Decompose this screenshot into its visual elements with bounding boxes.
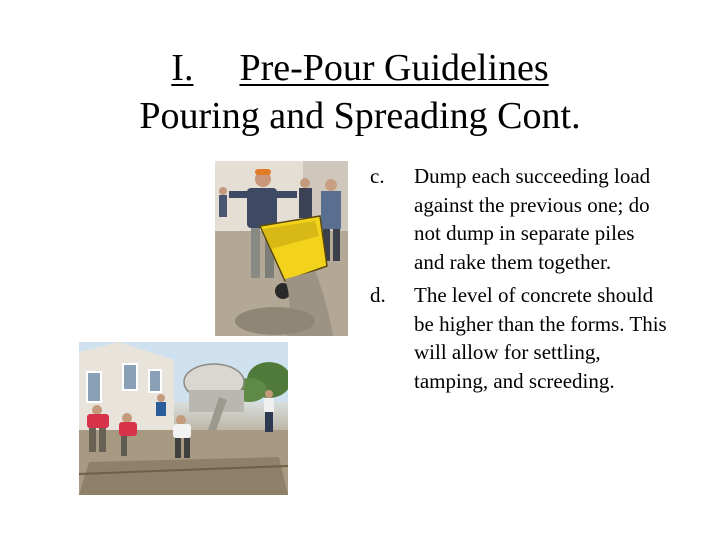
title-line-1: [0, 44, 720, 92]
slide-title: [0, 44, 720, 140]
wheelbarrow-photo: [215, 161, 348, 336]
title-line-2: Pouring and Spreading Cont.: [139, 95, 581, 137]
list-item: [370, 281, 670, 395]
wheelbarrow-illustration: [215, 161, 348, 336]
guideline-list: [370, 162, 670, 400]
list-item-text: Dump each succeeding load against the previous one; do not dump in separate piles and rake them together.: [414, 164, 651, 274]
concrete-crew-photo: [79, 342, 288, 495]
title-numeral: I.: [171, 47, 194, 89]
list-marker: d.: [370, 283, 386, 307]
title-heading: Pre-Pour Guidelines: [239, 47, 549, 89]
list-item: [370, 162, 670, 276]
list-item-text: The level of concrete should be higher than the forms. This will allow for settling, tamping, and screeding.: [414, 283, 667, 393]
crew-illustration: [79, 342, 288, 495]
list-marker: c.: [370, 164, 385, 188]
